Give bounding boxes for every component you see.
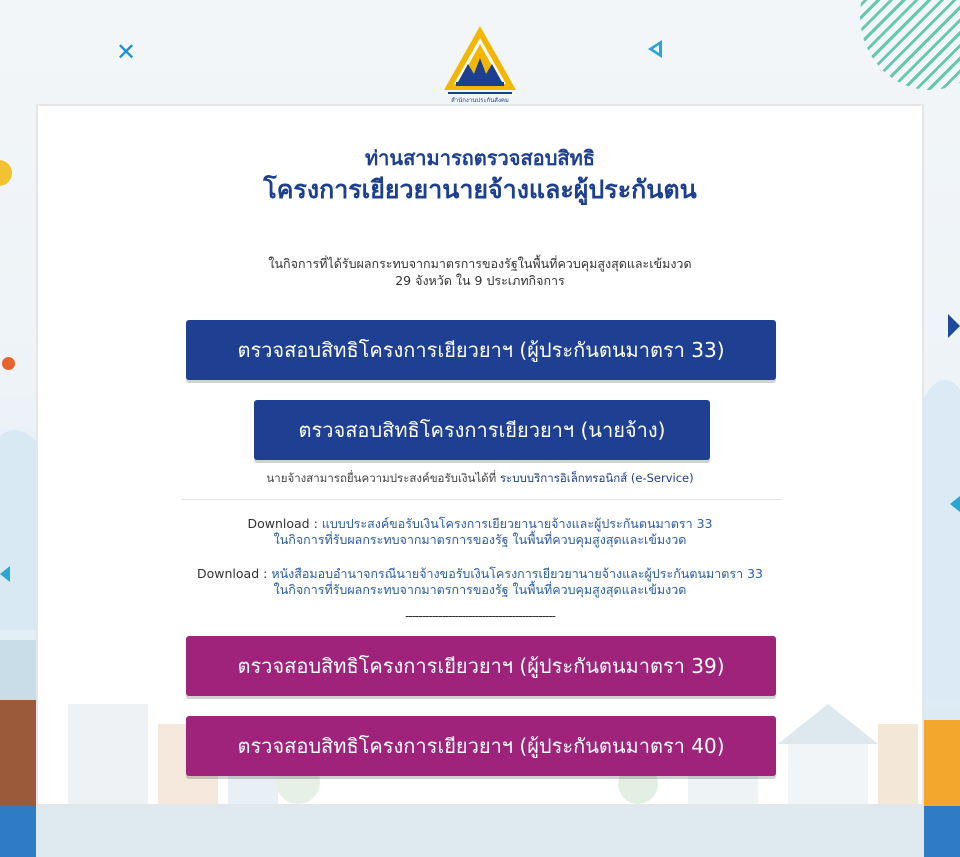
- triangle-decoration-right-icon: [950, 496, 960, 512]
- employer-note-text: นายจ้างสามารถยื่นความประสงค์ขอรับเงินได้ที่: [266, 471, 497, 485]
- check-section-33-button[interactable]: ตรวจสอบสิทธิโครงการเยียวยาฯ (ผู้ประกันตนมาตรา 33): [186, 320, 776, 380]
- building-decoration: [924, 720, 960, 810]
- cross-decoration-icon: ✕: [116, 38, 137, 66]
- page-subtitle-line2: 29 จังหวัด ใน 9 ประเภทกิจการ: [395, 273, 565, 288]
- employer-note: [38, 470, 922, 488]
- check-employer-button[interactable]: ตรวจสอบสิทธิโครงการเยียวยาฯ (นายจ้าง): [254, 400, 710, 460]
- download-description: ในกิจการที่รับผลกระทบจากมาตรการของรัฐ ในพื้นที่ควบคุมสูงสุดและเข้มงวด: [273, 582, 687, 597]
- download-item: [38, 566, 922, 598]
- page-title-line2: โครงการเยียวยานายจ้างและผู้ประกันตน: [263, 175, 697, 204]
- ground-band-inner: [36, 806, 924, 857]
- yellow-dot-decoration: [0, 160, 12, 186]
- download-label: Download :: [197, 566, 268, 581]
- download-description: ในกิจการที่รับผลกระทบจากมาตรการของรัฐ ในพื้นที่ควบคุมสูงสุดและเข้มงวด: [273, 532, 687, 547]
- divider: [182, 499, 782, 500]
- download-label: Download :: [247, 516, 318, 531]
- orange-dot-decoration: [2, 357, 15, 370]
- triangle-decoration-left-icon: [0, 566, 10, 582]
- e-service-link[interactable]: ระบบบริการอิเล็กทรอนิกส์ (e-Service): [499, 471, 694, 485]
- page-title-line1: ท่านสามารถตรวจสอบสิทธิ: [365, 146, 595, 170]
- download-authorization-link[interactable]: หนังสือมอบอำนาจกรณีนายจ้างขอรับเงินโครงการเยียวยานายจ้างและผู้ประกันตนมาตรา 33: [271, 566, 763, 581]
- main-card: [36, 104, 924, 806]
- building-decoration: [0, 700, 36, 810]
- logo-caption: สำนักงานประกันสังคม: [451, 97, 509, 104]
- sso-logo-icon[interactable]: [440, 22, 520, 106]
- triangle-decoration-icon: [648, 40, 662, 58]
- page-subtitle-line1: ในกิจการที่ได้รับผลกระทบจากมาตรการของรัฐในพื้นที่ควบคุมสูงสุดและเข้มงวด: [268, 256, 692, 271]
- hatched-circle-decoration: [860, 0, 960, 90]
- download-form-link[interactable]: แบบประสงค์ขอรับเงินโครงการเยียวยานายจ้างและผู้ประกันตนมาตรา 33: [321, 516, 713, 531]
- check-section-39-button[interactable]: ตรวจสอบสิทธิโครงการเยียวยาฯ (ผู้ประกันตนมาตรา 39): [186, 636, 776, 696]
- play-triangle-decoration-icon: [948, 314, 960, 338]
- dashed-separator: ---------------------------------------------: [405, 609, 555, 623]
- download-item: [38, 516, 922, 548]
- check-section-40-button[interactable]: ตรวจสอบสิทธิโครงการเยียวยาฯ (ผู้ประกันตนมาตรา 40): [186, 716, 776, 776]
